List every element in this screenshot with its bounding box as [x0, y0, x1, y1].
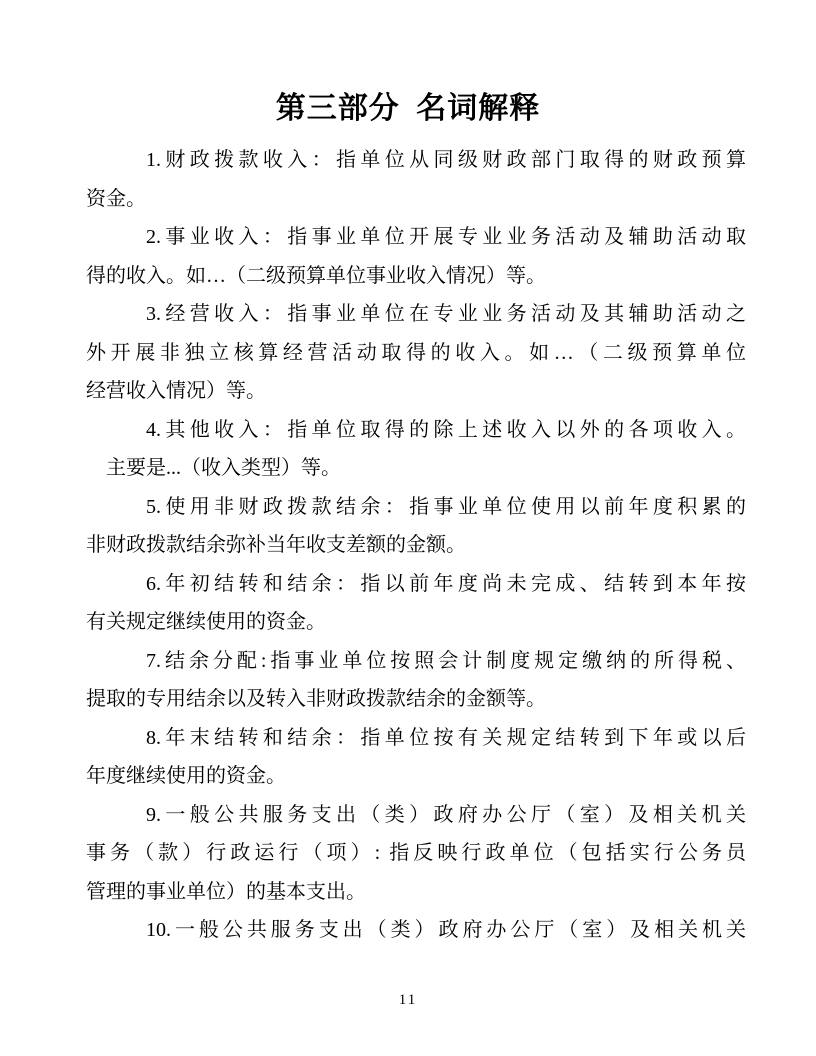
page-number: 11 [398, 992, 418, 1008]
paragraph [86, 218, 746, 295]
paragraph [86, 565, 746, 642]
paragraph-line: 资金。 [86, 187, 146, 210]
paragraph [86, 719, 746, 796]
paragraph-line: 得的收入。如…（二级预算单位事业收入情况）等。 [86, 264, 546, 287]
paragraph-line: 8.年末结转和结余：指单位按有关规定结转到下年或以后 [146, 726, 746, 749]
paragraph-line: 10.一般公共服务支出（类）政府办公厅（室）及相关机关 [146, 919, 746, 941]
paragraph [86, 911, 746, 950]
paragraph-line: 有关规定继续使用的资金。 [86, 611, 326, 633]
paragraph-line: 事务（款）行政运行（项）: 指反映行政单位（包括实行公务员 [86, 842, 746, 864]
paragraph [86, 796, 746, 912]
paragraph-line: 1.财政拨款收入：指单位从同级财政部门取得的财政预算 [146, 149, 746, 171]
paragraph [86, 295, 746, 411]
paragraph-line: 7.结余分配:指事业单位按照会计制度规定缴纳的所得税、 [146, 649, 746, 672]
paragraph [86, 411, 746, 488]
paragraph [86, 141, 746, 218]
document-body [86, 141, 746, 950]
paragraph-line: 经营收入情况）等。 [86, 380, 266, 402]
paragraph-line: 3.经营收入：指事业单位在专业业务活动及其辅助活动之 [146, 303, 746, 325]
paragraph-line: 5.使用非财政拨款结余：指事业单位使用以前年度积累的 [146, 495, 746, 518]
paragraph [86, 488, 746, 565]
paragraph-line: 6.年初结转和结余：指以前年度尚未完成、结转到本年按 [146, 572, 746, 595]
paragraph-line: 9.一般公共服务支出（类）政府办公厅（室）及相关机关 [146, 803, 746, 826]
paragraph-line: 非财政拨款结余弥补当年收支差额的金额。 [86, 534, 466, 556]
paragraph-line: 外开展非独立核算经营活动取得的收入。如…（二级预算单位 [86, 341, 746, 364]
paragraph [86, 642, 746, 719]
paragraph-line: 主要是...（收入类型）等。 [86, 457, 341, 479]
paragraph-line: 2.事业收入：指事业单位开展专业业务活动及辅助活动取 [146, 226, 746, 248]
page-title: 第三部分 名词解释 [275, 92, 541, 125]
paragraph-line: 年度继续使用的资金。 [86, 765, 286, 787]
paragraph-line: 4.其他收入：指单位取得的除上述收入以外的各项收入。 [146, 418, 746, 441]
paragraph-line: 管理的事业单位）的基本支出。 [86, 880, 366, 903]
paragraph-line: 提取的专用结余以及转入非财政拨款结余的金额等。 [86, 688, 546, 710]
